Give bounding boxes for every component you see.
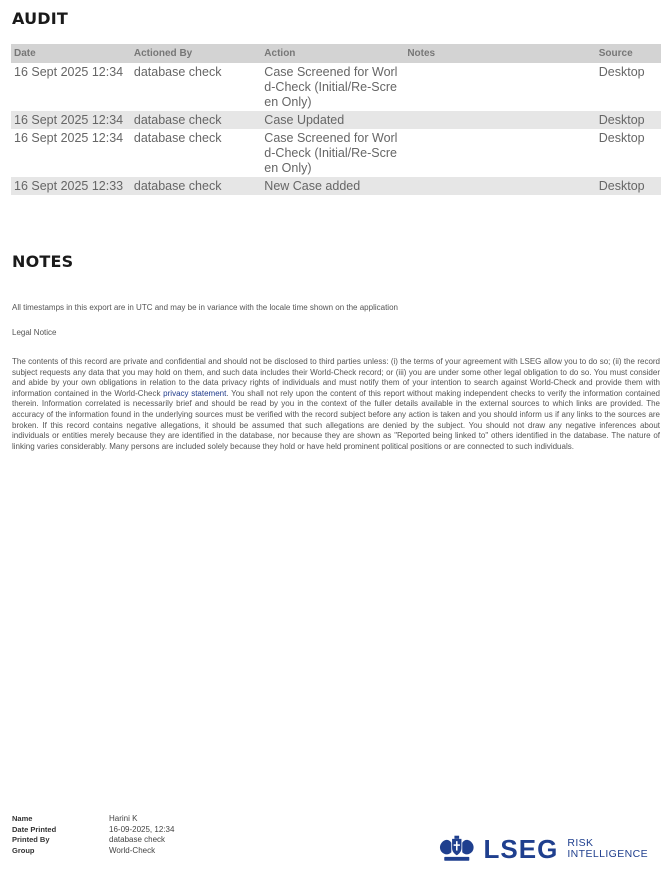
table-row [11,111,661,129]
logo-tagline-line2: INTELLIGENCE [567,848,648,860]
action-cell: Case Updated [261,111,404,129]
name-value: Harini K [109,814,138,823]
logo-brand: LSEG [483,833,559,864]
footer-row-date-printed [12,825,174,836]
group-label: Group [12,845,35,855]
privacy-statement-link[interactable]: privacy statement [163,388,227,398]
logo-tagline [567,838,648,860]
print-details [12,814,174,856]
table-row [11,129,661,177]
footer-row-group [12,846,174,857]
printed-by-value: database check [109,835,166,844]
date-cell: 16 Sept 2025 12:34 [14,65,124,79]
footer-row-name [12,814,174,825]
group-value: World-Check [109,845,156,855]
notes-cell [404,63,595,111]
name-label: Name [12,814,33,823]
notes-cell [404,129,595,177]
column-header-date: Date [11,44,131,63]
notes-cell [404,111,595,129]
footer-row-printed-by [12,835,174,846]
column-header-actioned-by: Actioned By [131,44,261,63]
audit-title: AUDIT [12,9,69,28]
logo-tagline-line1: RISK [567,837,594,849]
legal-text-part-2: . You shall not rely upon the content of this report without making independent checks to verify the information contained therein. Information correlated is necessarily brief and should be read by you in the context of the fuller details available in the external sources to which links are provided. The accuracy of the information found in the underlying sources must be verified with the record subject before any action is taken and you should inform us if any links to the sources are broken. If this record contains negative allegations, it should be assumed that such allegations are denied by the subject. You should not draw any negative inferences about individuals or entities merely because they are identified in the database, nor because they are shown as "Reported being linked to" others identified in the database. The nature of linking varies considerably. Many persons are included solely because they hold or have held prominent political positions or are connected to such individuals. [12,388,660,451]
crest-icon [438,832,476,866]
date-cell: 16 Sept 2025 12:34 [11,111,131,129]
actioned-by-cell: database check [133,131,222,145]
source-cell: Desktop [596,111,661,129]
source-cell: Desktop [598,131,645,145]
notes-cell [404,177,595,195]
actioned-by-cell: database check [133,65,222,79]
column-header-notes: Notes [404,44,595,63]
legal-notice-body [12,357,660,452]
actioned-by-cell: database check [131,177,261,195]
audit-header-row [11,44,661,63]
legal-notice-title: Legal Notice [12,328,57,337]
actioned-by-cell: database check [131,111,261,129]
action-cell: Case Screened for World-Check (Initial/Re-Screen Only) [264,65,398,109]
source-cell: Desktop [598,65,645,79]
notes-title: NOTES [12,252,74,271]
action-cell: Case Screened for World-Check (Initial/Re-Screen Only) [264,131,398,175]
action-cell: New Case added [261,177,404,195]
table-row [11,177,661,195]
source-cell: Desktop [596,177,661,195]
date-printed-value: 16-09-2025, 12:34 [109,824,175,834]
date-printed-label: Date Printed [12,824,57,834]
legal-text-part-1: The contents of this record are private and confidential and should not be disclosed to third parties unless: (i) the terms of your agreement with LSEG allow you to do so; (ii) the record subject requests any data that you may hold on them, and such data includes their World-Check record; or (iii) you are under some other legal obligation to do so. You must consider and abide by your own obligations in relation to the data privacy rights of individuals and must notify them of your intention to search against World-Check and provide them with information contained in the World-Check [12,357,660,398]
column-header-action: Action [261,44,404,63]
audit-table [11,44,661,195]
date-cell: 16 Sept 2025 12:33 [11,177,131,195]
table-row [11,63,661,111]
column-header-source: Source [596,44,661,63]
timestamps-note: All timestamps in this export are in UTC and may be in variance with the locale time shown on the application [12,303,398,312]
printed-by-label: Printed By [12,835,50,844]
date-cell: 16 Sept 2025 12:34 [14,131,124,145]
lseg-logo [438,831,648,867]
